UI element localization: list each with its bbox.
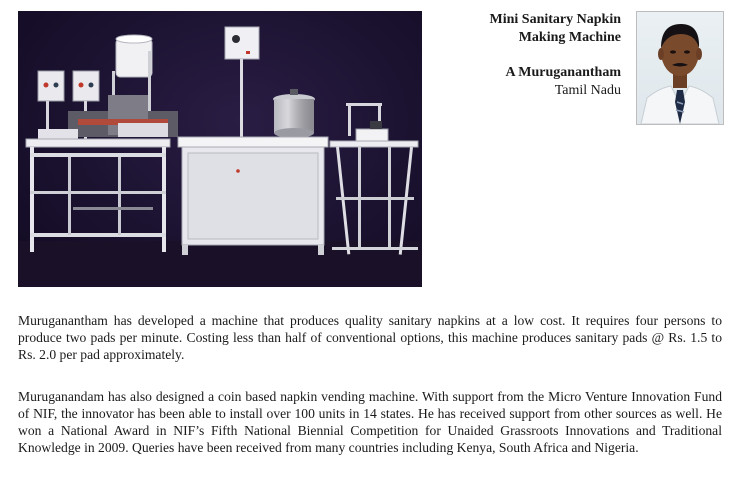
innovator-portrait bbox=[636, 11, 724, 125]
machine-illustration bbox=[18, 11, 422, 287]
portrait-illustration bbox=[637, 12, 723, 124]
machine-title-line2: Making Machine bbox=[518, 30, 621, 45]
machine-photo bbox=[18, 11, 422, 287]
machine-title bbox=[440, 11, 621, 47]
right-machine bbox=[330, 103, 418, 255]
innovator-name: A Muruganantham bbox=[505, 65, 621, 80]
left-machine bbox=[26, 35, 178, 252]
middle-machine bbox=[178, 27, 328, 255]
description-paragraph-2: Muruganandam has also designed a coin based napkin vending machine. With support from the Micro Venture Innovation Fund of NIF, the innovator has been able to install over 100 units in 14 states. He has received support from other sources as well. He won a National Award in NIF’s Fifth National Biennial Competition for Unaided Grassroots Innovations and Traditional Knowledge in 2009. Queries have been received from many countries including Kenya, South Africa and Nigeria. bbox=[18, 389, 722, 455]
caption-block bbox=[440, 11, 621, 99]
innovator-location: Tamil Nadu bbox=[554, 83, 621, 98]
description-paragraph-1: Muruganantham has developed a machine that produces quality sanitary napkins at a low cost. It requires four persons to produce two pads per minute. Costing less than half of conventional options, this machine produces sanitary pads @ Rs. 1.5 to Rs. 2.0 per pad approximately. bbox=[18, 313, 722, 362]
machine-title-line1: Mini Sanitary Napkin bbox=[489, 12, 621, 27]
